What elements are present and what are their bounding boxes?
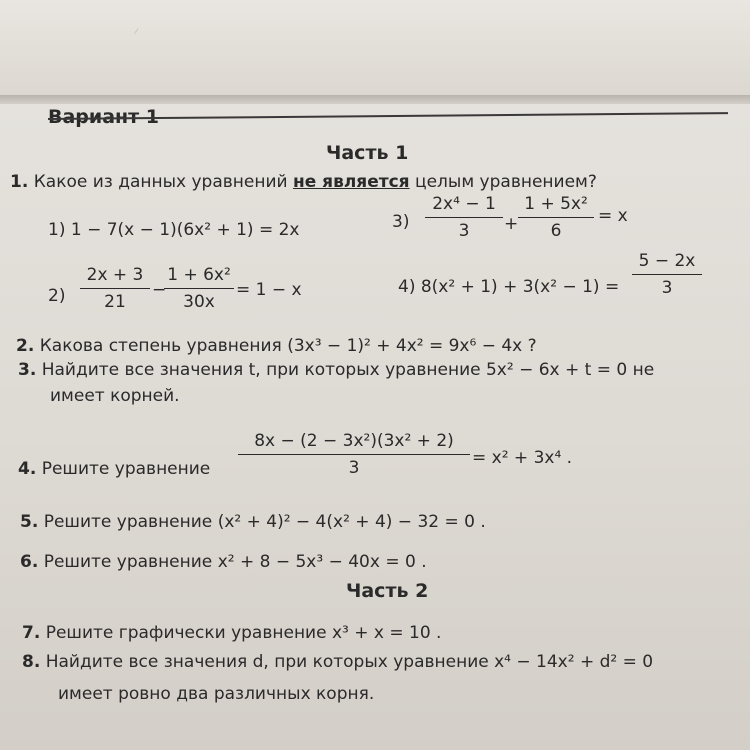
numerator: 1 + 5x² [524,194,588,214]
question-number: 6. [20,552,39,572]
option-1 [48,220,300,240]
question-6 [20,552,427,572]
numerator: 5 − 2x [638,251,696,271]
question-number: 7. [22,623,41,643]
option-3-fraction-1 [425,193,503,242]
numerator: 2x + 3 [86,265,144,285]
fraction-bar [80,288,150,289]
option-2-fraction-1 [80,264,150,313]
option-4-fraction [632,250,702,299]
option-3-fraction-2 [518,193,594,242]
question-4-fraction [238,430,470,479]
question-8-line-1 [22,652,653,672]
part1-heading: Часть 1 [326,142,409,164]
option-expression: 8(x² + 1) + 3(x² − 1) = [420,277,620,297]
option-3-label: 3) [392,212,410,232]
minus-sign: − [152,280,167,300]
question-4 [18,459,210,479]
question-expression: x³ + x = 10 . [331,623,442,643]
question-1 [10,172,597,192]
denominator: 3 [661,278,673,298]
option-label: 1) [48,220,66,240]
denominator: 3 [458,221,470,241]
option-4 [398,277,619,297]
question-text: Решите графически уравнение [45,623,327,643]
question-expression: x² + 8 − 5x³ − 40x = 0 . [217,552,427,572]
question-8-line-2: имеет ровно два различных корня. [58,684,375,704]
numerator: 2x⁴ − 1 [432,194,496,214]
question-text: Решите уравнение [43,512,213,532]
question-2 [16,336,537,356]
question-text: Найдите все значения t, при которых уравнение 5x² − 6x + t = 0 не [41,360,655,380]
question-number: 5. [20,512,39,532]
fraction-bar [632,274,702,275]
numerator: 8x − (2 − 3x²)(3x² + 2) [254,431,454,451]
fraction-bar [518,217,594,218]
question-number: 4. [18,459,37,479]
option-3-rhs: = x [598,206,628,226]
previous-page [0,0,750,95]
question-number: 3. [18,360,37,380]
question-text: целым уравнением? [409,172,597,192]
denominator: 6 [550,221,562,241]
question-3-line-2: имеет корней. [50,386,180,406]
question-emphasis: не является [292,172,410,192]
option-2-fraction-2 [164,264,234,313]
question-expression: (3x³ − 1)² + 4x² = 9x⁶ − 4x ? [287,336,537,356]
denominator: 3 [348,458,360,478]
numerator: 1 + 6x² [167,265,231,285]
variant-title: Вариант 1 [48,106,160,128]
question-number: 2. [16,336,35,356]
question-number: 8. [22,652,41,672]
question-text: Найдите все значения d, при которых уравнение x⁴ − 14x² + d² = 0 [45,652,654,672]
question-number: 1. [10,172,29,192]
plus-sign: + [504,214,519,234]
question-text: Какое из данных уравнений [33,172,293,192]
fraction-bar [238,454,470,455]
question-7 [22,623,441,643]
denominator: 30x [183,292,215,312]
question-expression: (x² + 4)² − 4(x² + 4) − 32 = 0 . [217,512,486,532]
denominator: 21 [104,292,126,312]
option-label: 4) [398,277,416,297]
option-2-rhs: = 1 − x [236,280,302,300]
question-3-line-1 [18,360,654,380]
part2-heading: Часть 2 [346,580,429,602]
question-text: Какова степень уравнения [39,336,282,356]
option-2-label: 2) [48,286,66,306]
fraction-bar [164,288,234,289]
question-text: Решите уравнение [43,552,213,572]
faint-writing: ~ [128,23,145,39]
question-4-rhs: = x² + 3x⁴ . [472,448,573,468]
question-5 [20,512,486,532]
option-expression: 1 − 7(x − 1)(6x² + 1) = 2x [70,220,300,240]
question-text: Решите уравнение [41,459,211,479]
fraction-bar [425,217,503,218]
